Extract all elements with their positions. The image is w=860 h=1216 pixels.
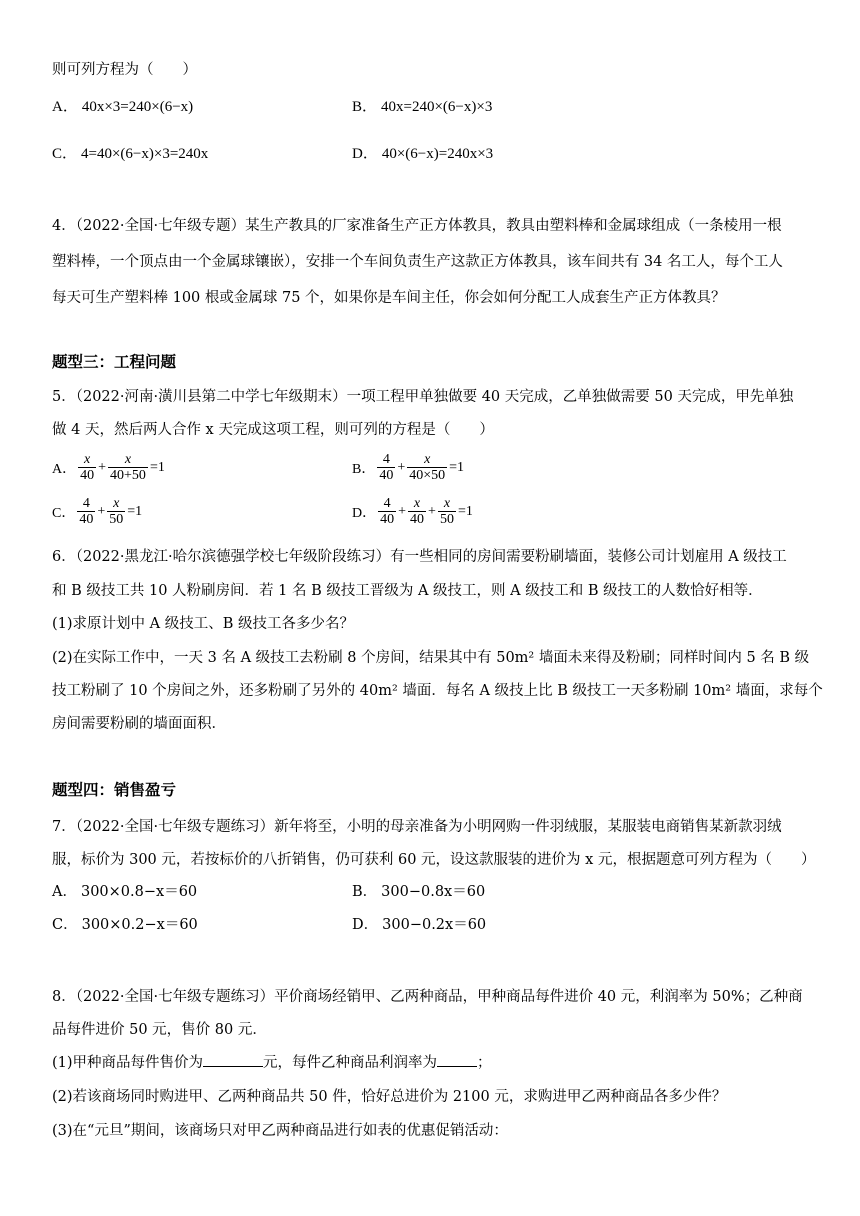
q5-option-d: D． $\frac{4}{40}$ + $\frac{x}{40}$ + $\frac{x}{50}$ =1 (352, 496, 473, 527)
q3-option-d: D． 40×(6−x)=240x×3 (352, 146, 494, 162)
q6-line-1: 6．（2022·黑龙江·哈尔滨德强学校七年级阶段练习）有一些相同的房间需要粉刷墙面，装修公司计划雇用 A 级技工 (52, 549, 787, 565)
q5-option-c: C． $\frac{4}{40}$ + $\frac{x}{50}$ =1 (52, 496, 143, 527)
q3-option-c: C． 4=40×(6−x)×3=240x (52, 146, 209, 162)
q7-option-d: D． 300−0.2x＝60 (352, 917, 487, 933)
q8-line-2: 品每件进价 50 元，售价 80 元． (52, 1022, 267, 1038)
q5-option-a: A． $\frac{x}{40}$ + $\frac{x}{40+50}$ =1 (52, 452, 165, 483)
q6-part-2-line-3: 房间需要粉刷的墙面面积． (52, 716, 226, 732)
q7-option-c: C． 300×0.2−x＝60 (52, 917, 198, 933)
answer-blank-1[interactable] (203, 1066, 263, 1067)
q7-line-1: 7．（2022·全国·七年级专题练习）新年将至，小明的母亲准备为小明网购一件羽绒服，某服装电商销售某新款羽绒 (52, 819, 782, 835)
q3-stem: 则可列方程为（ ） (52, 62, 197, 78)
q4-line-2: 塑料棒，一个顶点由一个金属球镶嵌），安排一个车间负责生产这款正方体教具，该车间共有 34 名工人，每个工人 (52, 254, 783, 270)
q8-part-2: (2)若该商场同时购进甲、乙两种商品共 50 件，恰好总进价为 2100 元，求购进甲乙两种商品各多少件？ (52, 1089, 727, 1105)
q7-option-a: A． 300×0.8−x＝60 (52, 884, 198, 900)
q5-line-1: 5．（2022·河南·潢川县第二中学七年级期末）一项工程甲单独做要 40 天完成，乙单独做需要 50 天完成，甲先单独 (52, 389, 794, 405)
q7-line-2: 服，标价为 300 元，若按标价的八折销售，仍可获利 60 元，设这款服装的进价为 x 元，根据题意可列方程为（ ） (52, 852, 816, 868)
q4-line-1: 4．（2022·全国·七年级专题）某生产教具的厂家准备生产正方体教具，教具由塑料棒和金属球组成（一条棱用一根 (52, 218, 782, 234)
q8-line-1: 8．（2022·全国·七年级专题练习）平价商场经销甲、乙两种商品，甲种商品每件进价 40 元，利润率为 50%；乙种商 (52, 989, 803, 1005)
q6-line-2: 和 B 级技工共 10 人粉刷房间．若 1 名 B 级技工晋级为 A 级技工，则 A 级技工和 B 级技工的人数恰好相等． (52, 583, 763, 599)
answer-blank-2[interactable] (437, 1066, 477, 1067)
q8-part-3: (3)在“元旦”期间，该商场只对甲乙两种商品进行如表的优惠促销活动： (52, 1123, 508, 1139)
q3-option-b: B． 40x=240×(6−x)×3 (352, 99, 493, 115)
section-title-engineering: 题型三：工程问题 (52, 353, 177, 371)
q6-part-2-line-2: 技工粉刷了 10 个房间之外，还多粉刷了另外的 40m² 墙面．每名 A 级技上比 B 级技工一天多粉刷 10m² 墙面，求每个 (52, 683, 823, 699)
q4-line-3: 每天可生产塑料棒 100 根或金属球 75 个，如果你是车间主任，你会如何分配工人成套生产正方体教具？ (52, 290, 726, 306)
q6-part-1: (1)求原计划中 A 级技工、B 级技工各多少名？ (52, 616, 354, 632)
section-title-sales: 题型四：销售盈亏 (52, 781, 177, 799)
q8-part-1: (1)甲种商品每件售价为 元，每件乙种商品利润率为 ； (52, 1055, 492, 1071)
q5-line-2: 做 4 天，然后两人合作 x 天完成这项工程，则可列的方程是（ ） (52, 422, 494, 438)
q6-part-2-line-1: (2)在实际工作中，一天 3 名 A 级技工去粉刷 8 个房间，结果其中有 50m² 墙面未来得及粉刷；同样时间内 5 名 B 级 (52, 650, 810, 666)
q5-option-b: B． $\frac{4}{40}$ + $\frac{x}{40\times 50}$ =1 (352, 452, 465, 483)
q3-option-a: A． 40x×3=240×(6−x) (52, 99, 194, 115)
q7-option-b: B． 300−0.8x＝60 (352, 884, 486, 900)
